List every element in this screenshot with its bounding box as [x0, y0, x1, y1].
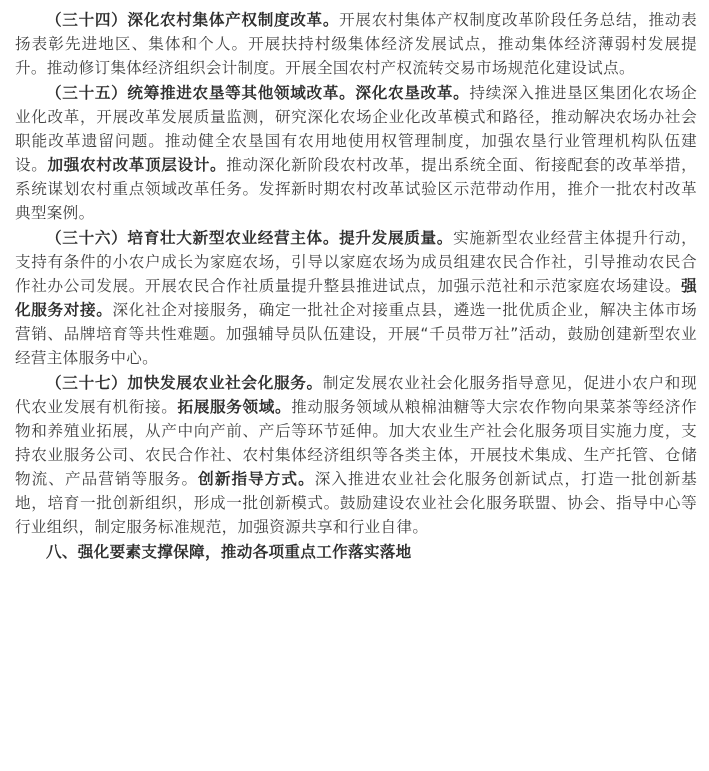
paragraph-37 [15, 371, 697, 539]
subsection-body: 推动服务领域从粮棉油糖等大宗农作物向果菜茶等经济作物和养殖业拓展，从产中向产前、产后等环节延伸。加大农业生产社会化服务项目实施力度，支持农业服务公司、农民合作社、农村集体经济组织等各类主体，开展技术集成、生产托管、仓储物流、产品营销等服务。 [15, 398, 697, 488]
paragraph-36 [15, 226, 697, 370]
paragraph-number: （三十七） [46, 374, 128, 392]
paragraph-title: 加快发展农业社会化服务。 [127, 374, 323, 392]
paragraph-35 [15, 81, 697, 225]
subsection-title: 加强农村改革顶层设计。 [47, 156, 227, 174]
subsection-title: 创新指导方式。 [198, 470, 315, 488]
paragraph-body: 开展农村集体产权制度改革阶段任务总结，推动表扬表彰先进地区、集体和个人。开展扶持村级集体经济发展试点，推动集体经济薄弱村发展提升。推动修订集体经济组织会计制度。开展全国农村产权流转交易市场规范化建设试点。 [15, 11, 697, 77]
subsection-body: 实施新型农业经营主体提升行动，支持有条件的小农户成长为家庭农场，引导以家庭农场为成员组建农民合作社，引导推动农民合作社办公司发展。开展农民合作社质量提升整县推进试点，加强示范社和示范家庭农场建设。 [15, 229, 697, 295]
subsection-body: 深化社企对接服务，确定一批社企对接重点县，遴选一批优质企业，解决主体市场营销、品牌培育等共性难题。加强辅导员队伍建设，开展“千员带万社”活动，鼓励创建新型农业经营主体服务中心。 [15, 301, 697, 367]
paragraph-number: （三十六） [46, 229, 128, 247]
paragraph-intro: 制定发展农业社会化服务指导意见，促进小农户和现代农业发展有机衔接。 [15, 374, 697, 416]
paragraph-title: 培育壮大新型农业经营主体。 [127, 229, 340, 247]
section-heading: 八、强化要素支撑保障，推动各项重点工作落实落地 [46, 543, 412, 561]
paragraph-34 [15, 8, 697, 80]
subsection-title: 强化服务对接。 [15, 277, 697, 319]
paragraph-title: 统筹推进农垦等其他领域改革。 [127, 84, 356, 102]
paragraph-number: （三十五） [46, 84, 128, 102]
document-body [15, 8, 697, 564]
subsection-title: 提升发展质量。 [339, 229, 454, 247]
subsection-title: 拓展服务领域。 [177, 398, 292, 416]
paragraph-number: （三十四） [46, 11, 128, 29]
subsection-body: 推动深化新阶段农村改革，提出系统全面、衔接配套的改革举措，系统谋划农村重点领域改革任务。发挥新时期农村改革试验区示范带动作用，推介一批农村改革典型案例。 [15, 156, 697, 222]
subsection-body: 深入推进农业社会化服务创新试点，打造一批创新基地，培育一批创新组织，形成一批创新模式。鼓励建设农业社会化服务联盟、协会、指导中心等行业组织，制定服务标准规范，加强资源共享和行业自律。 [15, 470, 697, 536]
subsection-title: 深化农垦改革。 [355, 84, 470, 102]
paragraph-title: 深化农村集体产权制度改革。 [127, 11, 340, 29]
subsection-body: 持续深入推进垦区集团化农场企业化改革，开展改革发展质量监测，研究深化农场企业化改革模式和路径，推动解决农场办社会职能改革遗留问题。推动健全农垦国有农用地使用权管理制度，加强农垦行业管理机构队伍建设。 [15, 84, 697, 174]
